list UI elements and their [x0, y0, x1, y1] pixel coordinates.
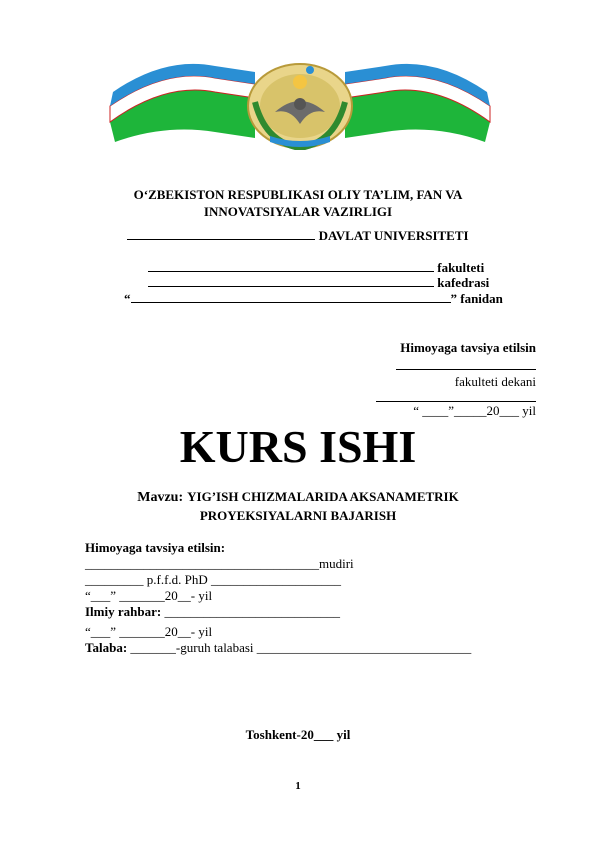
ministry-line-2: INNOVATSIYALAR VAZIRLIGI [203, 204, 393, 219]
ministry-line-1: O‘ZBEKISTON RESPUBLIKASI OLIY TA’LIM, FAN VA [133, 187, 463, 202]
topic [0, 488, 596, 525]
faculty-blank [148, 270, 434, 272]
supervisor-blank: ___________________________ [161, 604, 340, 619]
department-head-line: ____________________________________mudiri [85, 556, 354, 571]
approval-left-date-1: “___” _______20__- yil [85, 588, 213, 603]
subject-suffix: ” fanidan [450, 291, 503, 306]
degree-line: _________ p.f.f.d. PhD ____________________ [85, 572, 342, 587]
approval-left-heading: Himoyaga tavsiya etilsin: [85, 540, 226, 555]
city-year: Toshkent-20___ yil [245, 727, 351, 742]
topic-label: Mavzu: [137, 490, 184, 505]
student-text: _______-guruh talabasi _________________________________ [127, 640, 472, 655]
university-line [0, 228, 596, 244]
approval-right-heading: Himoyaga tavsiya etilsin [400, 340, 536, 355]
topic-line-2: PROYEKSIYALARNI BAJARISH [199, 508, 397, 523]
approval-right-blank-2 [376, 388, 536, 402]
faculty-suffix: fakulteti [437, 260, 485, 275]
faculty-line [148, 260, 484, 276]
department-blank [148, 285, 434, 287]
subject-blank [131, 301, 451, 303]
university-suffix: DAVLAT UNIVERSITETI [318, 228, 469, 243]
department-suffix: kafedrasi [437, 275, 490, 290]
student-label: Talaba: [85, 640, 128, 655]
subject-line [124, 291, 503, 307]
document-title: KURS ISHI [179, 421, 417, 472]
topic-line-1: YIG’ISH CHIZMALARIDA AKSANAMETRIK [187, 489, 459, 504]
subject-open-quote: “ [124, 291, 131, 306]
dean-label: fakulteti dekani [454, 374, 536, 389]
approval-left-date-2: “___” _______20__- yil [85, 624, 213, 639]
university-blank [127, 238, 315, 240]
approval-right-blank-1 [396, 356, 536, 370]
approval-right-date: “ ____”_____20___ yil [413, 403, 536, 418]
supervisor-label: Ilmiy rahbar: [85, 604, 162, 619]
department-line [148, 275, 489, 291]
state-emblem-icon [105, 62, 495, 150]
page-number: 1 [295, 780, 301, 792]
approval-left [85, 540, 525, 656]
ministry-name [0, 186, 596, 220]
